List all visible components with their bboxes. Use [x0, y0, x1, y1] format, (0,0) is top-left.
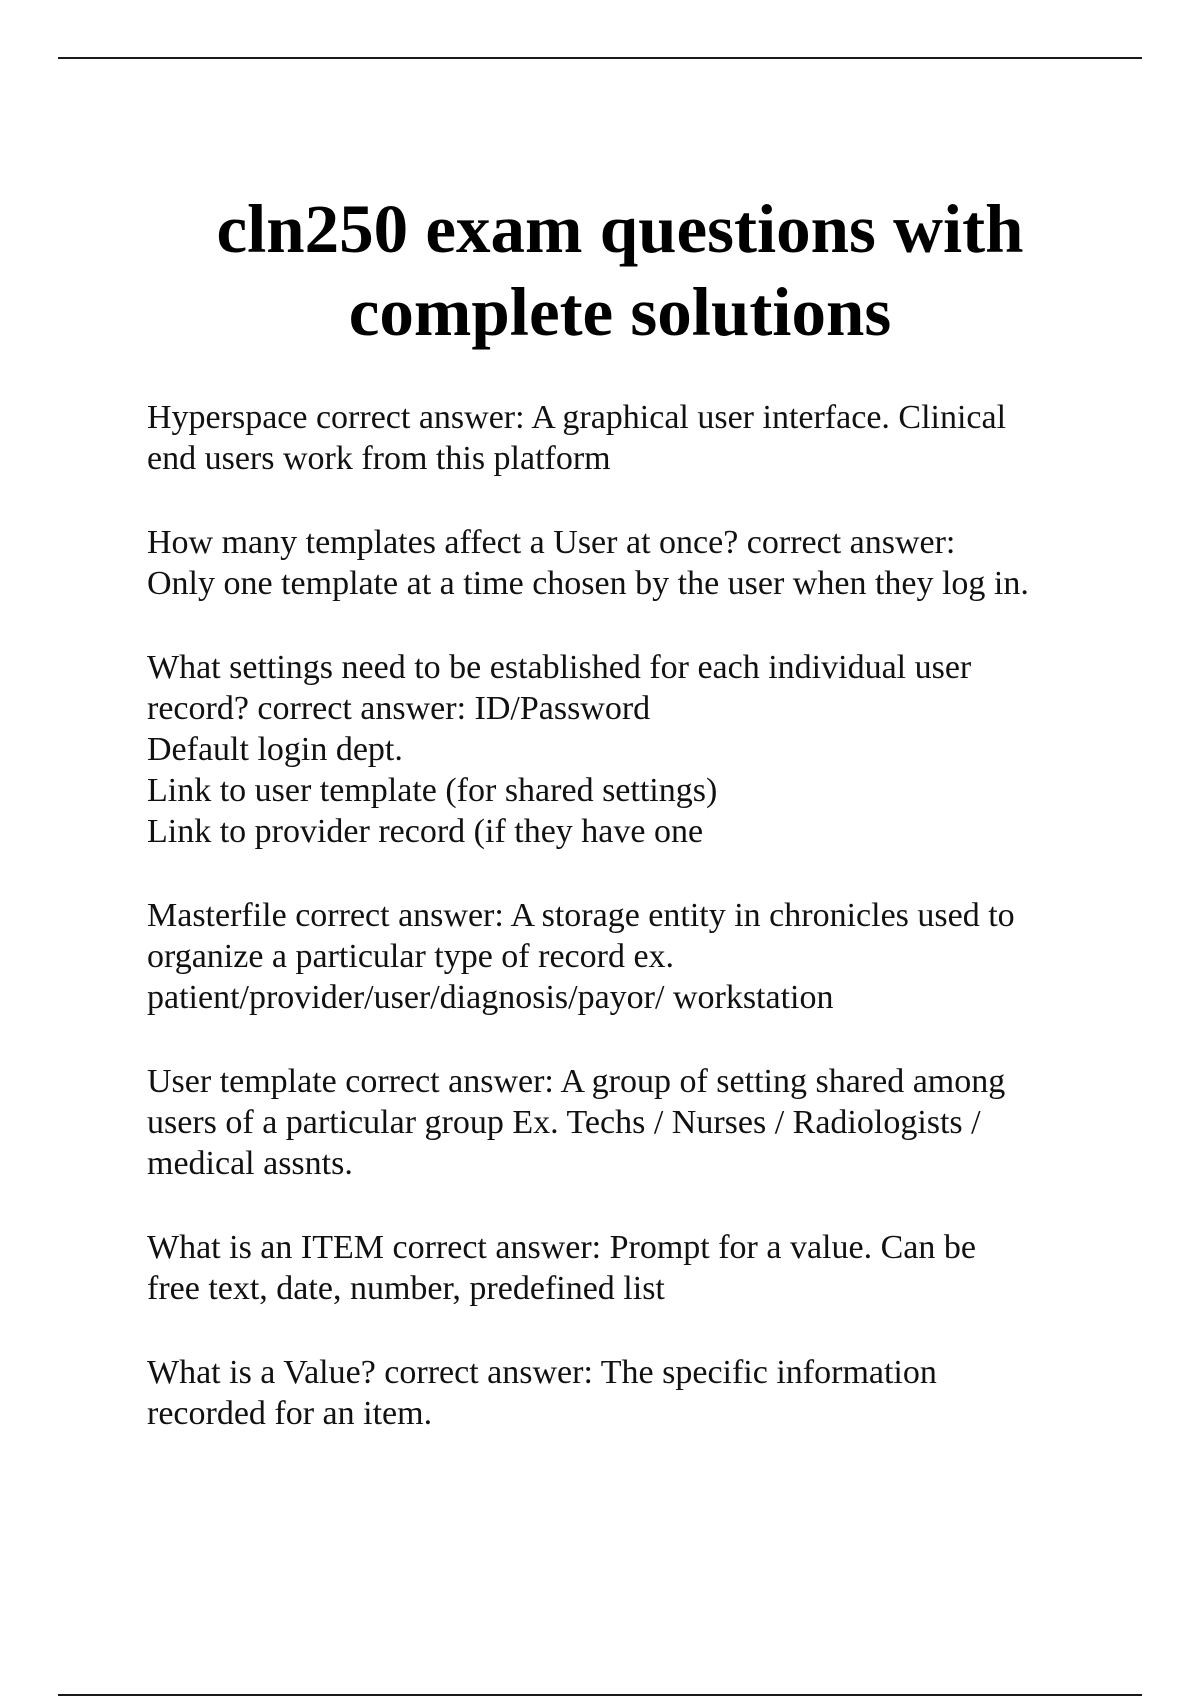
qa-item-user-settings — [147, 647, 1107, 852]
qa-line: free text, date, number, predefined list — [147, 1270, 665, 1307]
qa-item-value-definition — [147, 1352, 1107, 1434]
qa-line: What is a Value? correct answer: The specific information — [147, 1354, 937, 1391]
qa-line: How many templates affect a User at once? correct answer: — [147, 524, 956, 561]
qa-line: users of a particular group Ex. Techs / Nurses / Radiologists / — [147, 1104, 981, 1141]
qa-item-templates — [147, 522, 1107, 604]
qa-line: What is an ITEM correct answer: Prompt for a value. Can be — [147, 1229, 976, 1266]
qa-item-user-template — [147, 1061, 1107, 1184]
title-line: cln250 exam questions with — [216, 191, 1024, 267]
top-divider — [58, 57, 1142, 59]
qa-list — [147, 397, 1107, 1477]
qa-line: User template correct answer: A group of setting shared among — [147, 1063, 1006, 1100]
qa-item-hyperspace — [147, 397, 1107, 479]
title-line: complete solutions — [348, 274, 892, 350]
qa-line: Link to user template (for shared settings) — [147, 772, 718, 809]
qa-item-masterfile — [147, 895, 1107, 1018]
qa-line: record? correct answer: ID/Password — [147, 690, 651, 727]
qa-line: medical assnts. — [147, 1145, 353, 1182]
qa-line: recorded for an item. — [147, 1395, 433, 1432]
qa-line: What settings need to be established for each individual user — [147, 649, 972, 686]
qa-line: Only one template at a time chosen by the user when they log in. — [147, 565, 1029, 602]
qa-line: organize a particular type of record ex. — [147, 938, 675, 975]
bottom-divider — [58, 1694, 1142, 1696]
qa-line: end users work from this platform — [147, 440, 611, 477]
qa-line: Default login dept. — [147, 731, 403, 768]
qa-item-item-definition — [147, 1227, 1107, 1309]
qa-line: Hyperspace correct answer: A graphical user interface. Clinical — [147, 399, 1007, 436]
qa-line: Link to provider record (if they have one — [147, 813, 704, 850]
qa-line: Masterfile correct answer: A storage entity in chronicles used to — [147, 897, 1015, 934]
document-title — [100, 188, 1140, 354]
qa-line: patient/provider/user/diagnosis/payor/ workstation — [147, 979, 834, 1016]
